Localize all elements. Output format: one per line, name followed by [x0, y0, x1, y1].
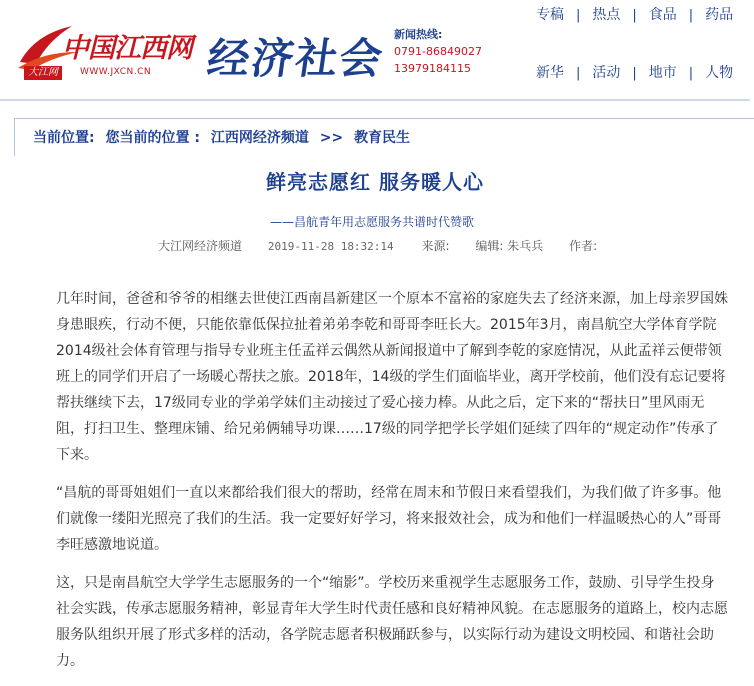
nav-separator: | — [632, 8, 637, 23]
logo-url: WWW.JXCN.CN — [80, 67, 152, 77]
site-logo[interactable] — [16, 22, 206, 80]
nav-item-xinhua[interactable]: 新华 — [536, 65, 564, 81]
nav-item-zhuangao[interactable]: 专稿 — [536, 7, 564, 23]
site-header — [0, 0, 750, 96]
logo-text: 中国江西网 — [62, 33, 192, 64]
nav-item-huodong[interactable]: 活动 — [592, 65, 621, 81]
article-paragraph: “昌航的哥哥姐姐们一直以来都给我们很大的帮助，经常在周末和节假日来看望我们，为我们做了许多事。他们就像一缕阳光照亮了我们的生活。我一定要好好学习，将来报效社会，成为和他们一样温暖热心的人”哥哥李旺感激地说道。 — [56, 485, 722, 553]
nav-item-renwu[interactable]: 人物 — [705, 65, 734, 81]
nav-item-redian[interactable]: 热点 — [592, 7, 621, 23]
hotline-phone-2: 13979184115 — [394, 62, 471, 75]
breadcrumb-current-label: 当前位置: — [33, 130, 95, 146]
channel-title: 经济社会 — [204, 34, 388, 83]
logo-badge: 大江网 — [24, 66, 62, 80]
article-body — [56, 286, 728, 686]
breadcrumb — [33, 127, 416, 147]
breadcrumb-channel-link[interactable]: 江西网经济频道 — [210, 130, 309, 146]
nav-item-shipin[interactable]: 食品 — [648, 7, 677, 23]
article-source-label: 来源: — [421, 239, 450, 253]
breadcrumb-arrow: >> — [319, 130, 344, 146]
secondary-nav — [536, 62, 733, 82]
nav-separator: | — [576, 8, 581, 23]
nav-item-dishi[interactable]: 地市 — [648, 65, 677, 81]
article-author-label: 作者: — [569, 239, 598, 253]
article-title: 鲜亮志愿红 服务暖人心 — [266, 170, 484, 194]
hotline-label: 新闻热线: — [394, 28, 443, 41]
article-meta — [158, 237, 619, 254]
nav-item-yaopin[interactable]: 药品 — [705, 7, 734, 23]
nav-separator: | — [688, 66, 694, 81]
article-source-site: 大江网经济频道 — [158, 239, 243, 253]
breadcrumb-section-link[interactable]: 教育民生 — [354, 130, 411, 146]
article-datetime: 2019-11-28 18:32:14 — [267, 240, 394, 253]
news-hotline — [394, 26, 482, 77]
article-paragraph: 这，只是南昌航空大学学生志愿服务的一个“缩影”。学校历来重视学生志愿服务工作，鼓励、引导学生投身社会实践，传承志愿服务精神，彰显青年大学生时代责任感和良好精神风貌。在志愿服务的道路上，校内志愿服务队组织开展了形式多样的活动，各学院志愿者积极踊跃参与，以实际行动为建设文明校园、和谐社会助力。 — [56, 575, 728, 669]
hotline-phone-1: 0791-86849027 — [394, 45, 482, 58]
nav-separator: | — [688, 8, 694, 23]
breadcrumb-bar — [14, 118, 754, 156]
article-subtitle: ——昌航青年用志愿服务共谱时代赞歌 — [270, 215, 475, 229]
top-nav — [536, 4, 733, 24]
article-paragraph: 几年时间，爸爸和爷爷的相继去世使江西南昌新建区一个原本不富裕的家庭失去了经济来源，加上母亲罗国姝身患眼疾，行动不便，只能依靠低保拉扯着弟弟李乾和哥哥李旺长大。2015年3月，南昌航空大学体育学院2014级社会体育管理与指导专业班主任孟祥云偶然从新闻报道中了解到李乾的家庭情况，从此孟祥云便带领班上的同学们开启了一场暖心帮扶之旅。2018年，14级的学生们面临毕业，离开学校前，他们没有忘记要将帮扶继续下去，17级同专业的学弟学妹们主动接过了爱心接力棒。从此之后，定下来的“帮扶日”里风雨无阻，打扫卫生、整理床铺、给兄弟俩辅导功课……17级的同学把学长学姐们延续了四年的“规定动作”传承了下来。 — [56, 291, 728, 463]
article-editor: 编辑: 朱乓兵 — [475, 239, 544, 253]
header-divider — [0, 99, 750, 101]
nav-separator: | — [632, 66, 637, 81]
breadcrumb-your-position: 您当前的位置 : — [105, 130, 200, 146]
nav-separator: | — [576, 66, 581, 81]
